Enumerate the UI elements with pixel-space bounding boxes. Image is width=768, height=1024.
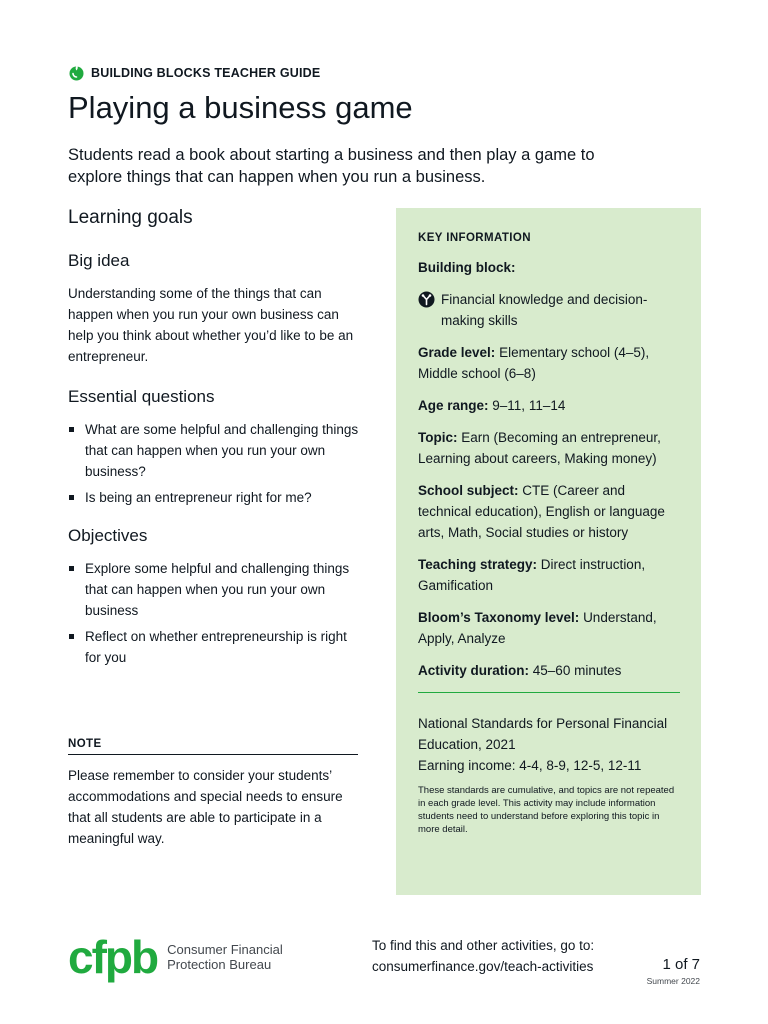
find-activities [372, 935, 632, 977]
key-field-age-range [418, 395, 680, 416]
big-idea-heading: Big idea [68, 251, 130, 270]
building-block-value: Financial knowledge and decision-making skills [441, 292, 648, 328]
page-number: 1 of 7 [662, 956, 700, 973]
cfpb-logo[interactable] [68, 931, 283, 983]
learning-goals-heading: Learning goals [68, 207, 193, 228]
agency-line-1: Consumer Financial [167, 942, 283, 957]
field-value: Understand, Apply, Analyze [418, 610, 657, 646]
page-indicator [620, 955, 700, 987]
field-value: Earn (Becoming an entrepreneur, Learning about careers, Making money) [418, 430, 661, 466]
cfpb-wordmark: cfpb [68, 931, 158, 983]
list-item: Reflect on whether entrepreneurship is right for you [68, 626, 360, 668]
key-field-grade-level [418, 342, 680, 384]
panel-divider [418, 692, 680, 693]
objectives-list [68, 558, 360, 668]
list-item: Explore some helpful and challenging things that can happen when you run your own business [68, 558, 360, 621]
building-block-label [418, 257, 680, 278]
field-label: Teaching strategy: [418, 557, 538, 572]
find-label: To find this and other activities, go to: [372, 938, 595, 953]
field-value: CTE (Career and technical education), English or language arts, Math, Social studies or history [418, 483, 665, 540]
objectives-heading: Objectives [68, 526, 148, 545]
key-field-school-subject [418, 480, 680, 543]
teach-activities-link[interactable]: consumerfinance.gov/teach-activities [372, 959, 594, 974]
branch-icon [418, 291, 435, 308]
field-value: Direct instruction, Gamification [418, 557, 646, 593]
agency-name [167, 942, 283, 972]
key-field-blooms-level [418, 607, 680, 649]
standards-note: These standards are cumulative, and topics are not repeated in each grade level. This activity may include information students need to understand before exploring this topic in more detail. [418, 785, 675, 835]
page-lede: Students read a book about starting a business and then play a game to explore things that can happen when you run a business. [68, 146, 595, 186]
apple-icon [68, 64, 85, 81]
essential-questions-heading: Essential questions [68, 387, 215, 406]
building-block-row [418, 289, 680, 331]
field-value: Elementary school (4–5), Middle school (6–8) [418, 345, 650, 381]
key-field-topic [418, 427, 680, 469]
key-information-heading: KEY INFORMATION [418, 232, 531, 244]
edition-date: Summer 2022 [646, 976, 700, 986]
agency-line-2: Protection Bureau [167, 957, 272, 972]
list-item: What are some helpful and challenging things that can happen when you run your own business? [68, 419, 360, 482]
field-value: 9–11, 11–14 [492, 398, 566, 413]
essential-questions-list [68, 419, 360, 508]
page-title: Playing a business game [68, 90, 413, 125]
field-label: Building block: [418, 260, 516, 275]
field-label: Activity duration: [418, 663, 530, 678]
eyebrow-label: BUILDING BLOCKS TEACHER GUIDE [91, 65, 321, 80]
key-field-teaching-strategy [418, 554, 680, 596]
standards-title: National Standards for Personal Financial Education, 2021 [418, 716, 668, 752]
field-label: Grade level: [418, 345, 496, 360]
field-label: Bloom’s Taxonomy level: [418, 610, 580, 625]
key-information-panel [396, 208, 701, 895]
guide-eyebrow [68, 64, 320, 81]
learning-goals-section [68, 205, 360, 684]
field-value: 45–60 minutes [532, 663, 622, 678]
key-field-activity-duration [418, 660, 680, 681]
note-text: Please remember to consider your students’ accommodations and special needs to ensure that all students are able to participate in a meaningful way. [68, 768, 343, 846]
big-idea-text: Understanding some of the things that can happen when you run your own business can help you think about whether you’d like to be an entrepreneur. [68, 286, 354, 364]
field-label: Topic: [418, 430, 458, 445]
standards-values: Earning income: 4-4, 8-9, 12-5, 12-11 [418, 758, 642, 773]
field-label: School subject: [418, 483, 519, 498]
note-box [68, 738, 358, 849]
list-item: Is being an entrepreneur right for me? [68, 487, 360, 508]
field-label: Age range: [418, 398, 489, 413]
note-heading: NOTE [68, 738, 358, 755]
